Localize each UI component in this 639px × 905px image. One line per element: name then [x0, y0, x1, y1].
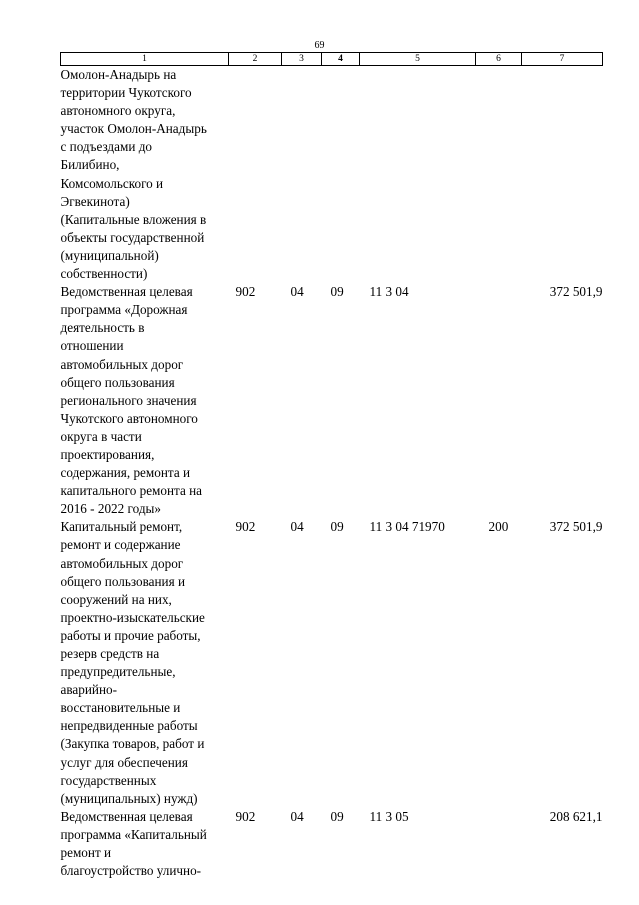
target-article-code: 11 3 04 — [369, 284, 409, 300]
item-name-line: Чукотского автономного — [60, 410, 198, 426]
column-number-5: 5 — [360, 53, 476, 66]
column-number-3: 3 — [282, 53, 322, 66]
item-name-line: автономного округа, — [60, 103, 176, 119]
item-name-line: автомобильных дорог — [60, 555, 184, 571]
item-name — [61, 808, 229, 880]
item-name-line: Омолон-Анадырь на — [60, 67, 177, 82]
item-name-line: проектно-изыскательские — [60, 609, 205, 625]
item-name-line: (муниципальной) — [60, 247, 159, 263]
column-number-7: 7 — [522, 53, 603, 66]
item-name-line: государственных — [60, 772, 157, 788]
grbs-code — [229, 66, 282, 284]
column-number-4: 4 — [322, 53, 360, 66]
item-name-line: Эгвекинота) — [60, 193, 130, 209]
subsection-code — [322, 66, 360, 284]
item-name-line: содержания, ремонта и — [60, 465, 191, 481]
item-name-line: общего пользования — [60, 374, 175, 390]
column-number-2: 2 — [229, 53, 282, 66]
expense-type-code: 200 — [488, 519, 509, 535]
subsection-code: 09 — [330, 519, 344, 535]
item-name-line: капитального ремонта на — [60, 483, 203, 499]
item-name-line: (Капитальные вложения в — [60, 211, 207, 227]
subsection-code: 09 — [330, 284, 344, 300]
item-name-line: аварийно- — [60, 682, 118, 698]
amount: 372 501,9 — [549, 519, 603, 535]
amount — [522, 66, 603, 284]
table-row — [61, 283, 603, 518]
item-name-line: программа «Капитальный — [60, 826, 207, 842]
item-name-line: Билибино, — [60, 157, 120, 173]
expense-type-code — [476, 283, 522, 518]
item-name-line: сооружений на них, — [60, 591, 172, 607]
item-name-line: Ведомственная целевая — [60, 808, 193, 824]
item-name-line: непредвиденные работы — [60, 718, 198, 734]
item-name-line: Ведомственная целевая — [60, 284, 193, 300]
expense-type-code — [476, 808, 522, 880]
table-row — [61, 518, 603, 808]
item-name-line: территории Чукотского — [60, 85, 192, 101]
budget-table — [60, 52, 603, 880]
item-name-line: отношении — [60, 338, 124, 354]
target-article-code: 11 3 05 — [369, 808, 409, 824]
item-name-line: общего пользования и — [60, 573, 186, 589]
target-article-code — [360, 66, 476, 284]
page-number: 69 — [314, 40, 325, 51]
item-name-line: объекты государственной — [60, 229, 205, 245]
section-code: 04 — [290, 519, 304, 535]
item-name-line: благоустройство улично- — [60, 863, 202, 879]
item-name-line: регионального значения — [60, 392, 197, 408]
amount: 372 501,9 — [549, 284, 603, 300]
column-number-6: 6 — [476, 53, 522, 66]
item-name — [61, 283, 229, 518]
table-row — [61, 66, 603, 284]
item-name-line: программа «Дорожная — [60, 302, 188, 318]
item-name — [61, 518, 229, 808]
amount: 208 621,1 — [549, 808, 603, 824]
grbs-code: 902 — [235, 284, 256, 300]
item-name-line: ремонт и — [60, 845, 112, 861]
item-name-line: Капитальный ремонт, — [60, 519, 183, 535]
item-name-line: округа в части — [60, 428, 142, 444]
item-name-line: с подъездами до — [60, 139, 153, 155]
item-name-line: участок Омолон-Анадырь — [60, 121, 207, 137]
section-code — [282, 66, 322, 284]
target-article-code: 11 3 04 71970 — [369, 519, 445, 535]
table-body — [61, 66, 603, 881]
expense-type-code — [476, 66, 522, 284]
item-name-line: Комсомольского и — [60, 175, 164, 191]
item-name-line: работы и прочие работы, — [60, 627, 201, 643]
item-name-line: восстановительные и — [60, 700, 181, 716]
section-code: 04 — [290, 808, 304, 824]
item-name-line: проектирования, — [60, 446, 155, 462]
subsection-code: 09 — [330, 808, 344, 824]
grbs-code: 902 — [235, 808, 256, 824]
item-name-line: автомобильных дорог — [60, 356, 184, 372]
column-number-1: 1 — [61, 53, 229, 66]
item-name-line: деятельность в — [60, 320, 145, 336]
item-name-line: ремонт и содержание — [60, 537, 181, 553]
column-number-row — [61, 53, 603, 66]
item-name-line: услуг для обеспечения — [60, 754, 188, 770]
item-name — [61, 66, 229, 284]
item-name-line: резерв средств на — [60, 646, 160, 661]
item-name-line: (муниципальных) нужд) — [60, 790, 198, 806]
item-name-line: 2016 - 2022 годы» — [60, 501, 161, 517]
grbs-code: 902 — [235, 519, 256, 535]
section-code: 04 — [290, 284, 304, 300]
item-name-line: (Закупка товаров, работ и — [60, 736, 205, 752]
item-name-line: предупредительные, — [60, 664, 176, 680]
item-name-line: собственности) — [60, 266, 148, 282]
table-row — [61, 808, 603, 880]
